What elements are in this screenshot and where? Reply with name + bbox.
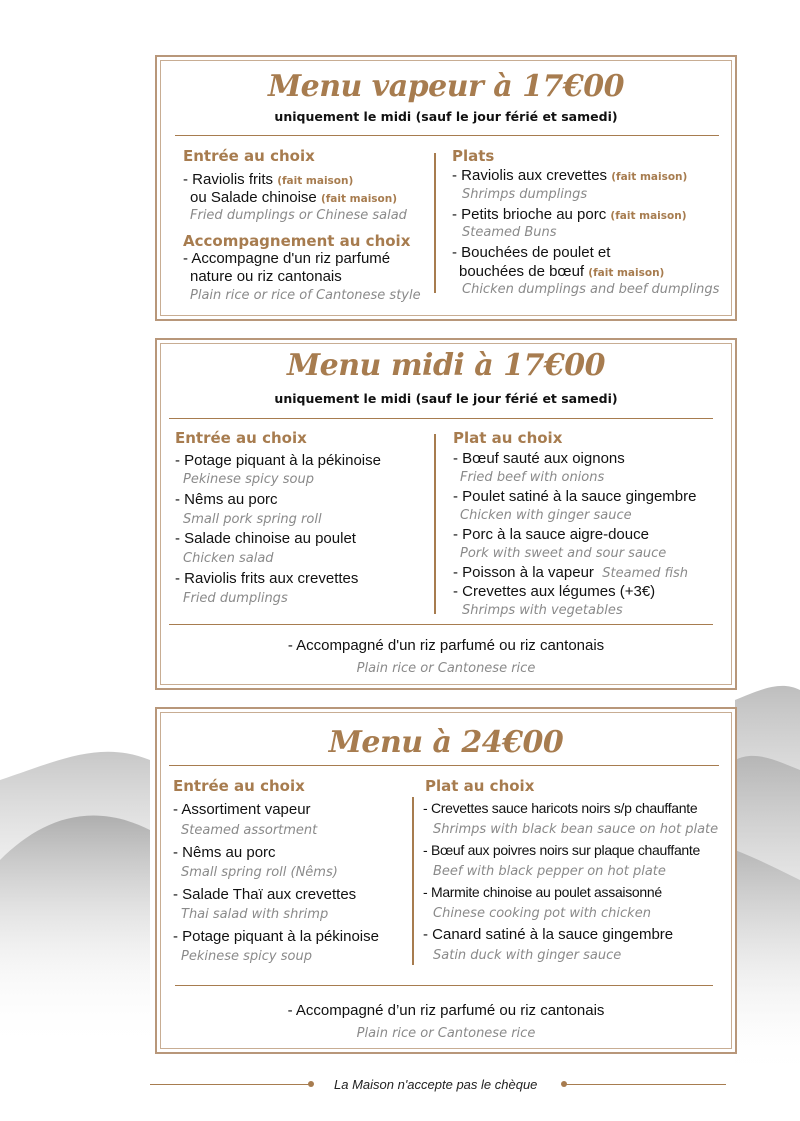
menu-vapeur-subtitle: uniquement le midi (sauf le jour férié et samedi)	[274, 109, 618, 124]
plat-translation: Satin duck with ginger sauce	[433, 948, 622, 963]
plat-translation: Pork with sweet and sour sauce	[460, 546, 667, 561]
accompagnement-heading: Accompagnement au choix	[183, 232, 411, 250]
menu-vapeur-title: Menu vapeur à 17€00	[267, 69, 625, 104]
plat-translation: Steamed fish	[602, 566, 689, 581]
entree-item: - Salade Thaï aux crevettes	[173, 886, 357, 903]
fait-maison-tag: (fait maison)	[588, 267, 665, 279]
plat-translation: Chicken dumplings and beef dumplings	[462, 282, 720, 297]
entree-item: - Assortiment vapeur	[173, 801, 311, 818]
fait-maison-tag: (fait maison)	[610, 210, 687, 222]
plat-item: - Raviolis aux crevettes (fait maison)	[452, 167, 688, 184]
footer-note: La Maison n'accepte pas le chèque	[334, 1077, 538, 1092]
accompagnement-item: nature ou riz cantonais	[190, 268, 342, 285]
rice-translation: Plain rice or Cantonese rice	[356, 1026, 536, 1041]
entree-heading: Entrée au choix	[183, 147, 315, 165]
plat-item: - Porc à la sauce aigre-douce	[453, 526, 649, 543]
fait-maison-tag: (fait maison)	[320, 193, 398, 205]
plat-translation: Beef with black pepper on hot plate	[433, 864, 666, 879]
plat-translation: Chicken with ginger sauce	[460, 508, 632, 523]
entree-translation: Small spring roll (Nêms)	[181, 865, 338, 880]
plat-translation: Fried beef with onions	[460, 470, 605, 485]
menu-24-title: Menu à 24€00	[328, 725, 564, 760]
plat-item: - Poisson à la vapeur Steamed fish	[453, 564, 689, 581]
menu-midi-card	[155, 338, 737, 690]
entree-heading: Entrée au choix	[175, 429, 307, 447]
plat-translation: Shrimps dumplings	[462, 187, 588, 202]
menu-24-divider	[169, 765, 719, 766]
entree-translation: Small pork spring roll	[183, 512, 322, 527]
entree-translation: Fried dumplings	[183, 591, 288, 606]
plat-item: - Bœuf aux poivres noirs sur plaque chauffante	[423, 842, 700, 858]
menu-midi-column-divider	[434, 434, 436, 614]
rice-note: - Accompagné d'un riz parfumé ou riz cantonais	[287, 637, 605, 654]
accompagnement-item: - Accompagne d'un riz parfumé	[183, 250, 391, 267]
menu-vapeur-divider	[175, 135, 719, 136]
menu-24-card	[155, 707, 737, 1054]
footer-line-left	[150, 1084, 310, 1085]
rice-translation: Plain rice or Cantonese rice	[356, 661, 536, 676]
plat-item: - Bœuf sauté aux oignons	[453, 450, 625, 467]
plat-item: - Bouchées de poulet et	[452, 244, 611, 261]
menu-vapeur-column-divider	[434, 153, 436, 293]
footer-line-right	[566, 1084, 726, 1085]
plat-item: - Canard satiné à la sauce gingembre	[423, 926, 674, 943]
menu-24-bottom-divider	[175, 985, 713, 986]
plat-item: - Crevettes sauce haricots noirs s/p chauffante	[423, 800, 698, 816]
menu-midi-subtitle: uniquement le midi (sauf le jour férié et samedi)	[274, 391, 618, 406]
entree-item: - Salade chinoise au poulet	[175, 530, 356, 547]
menu-midi-bottom-divider	[169, 624, 713, 625]
entree-translation: Steamed assortment	[181, 823, 318, 838]
footer-dot-left	[308, 1081, 314, 1087]
plat-heading: Plat au choix	[425, 777, 535, 795]
menu-24-column-divider	[412, 797, 414, 965]
plats-heading: Plats	[452, 147, 495, 165]
plat-item: - Marmite chinoise au poulet assaisonné	[423, 884, 662, 900]
rice-note: - Accompagné d’un riz parfumé ou riz cantonais	[287, 1002, 605, 1019]
menu-vapeur-card	[155, 55, 737, 321]
plat-item: - Poulet satiné à la sauce gingembre	[453, 488, 697, 505]
accompagnement-translation: Plain rice or rice of Cantonese style	[190, 288, 421, 303]
fait-maison-tag: (fait maison)	[611, 171, 688, 183]
menu-midi-divider	[169, 418, 713, 419]
plat-translation: Chinese cooking pot with chicken	[433, 906, 651, 921]
fait-maison-tag: (fait maison)	[277, 175, 354, 187]
entree-item: ou Salade chinoise (fait maison)	[190, 189, 398, 206]
entree-item: - Potage piquant à la pékinoise	[173, 928, 379, 945]
plat-translation: Shrimps with vegetables	[462, 603, 623, 618]
entree-translation: Pekinese spicy soup	[183, 472, 314, 487]
entree-item: - Nêms au porc	[173, 844, 276, 861]
menu-midi-title: Menu midi à 17€00	[286, 348, 606, 383]
plat-item: bouchées de bœuf (fait maison)	[459, 263, 665, 280]
entree-item: - Raviolis frits aux crevettes	[175, 570, 359, 587]
entree-item: - Potage piquant à la pékinoise	[175, 452, 381, 469]
plat-translation: Shrimps with black bean sauce on hot plate	[433, 822, 719, 837]
entree-item: - Nêms au porc	[175, 491, 278, 508]
entree-heading: Entrée au choix	[173, 777, 305, 795]
entree-translation: Chicken salad	[183, 551, 274, 566]
entree-item: - Raviolis frits (fait maison)	[183, 171, 354, 188]
entree-translation: Fried dumplings or Chinese salad	[190, 208, 407, 223]
plat-heading: Plat au choix	[453, 429, 563, 447]
plat-translation: Steamed Buns	[462, 225, 557, 240]
entree-translation: Pekinese spicy soup	[181, 949, 312, 964]
plat-item: - Crevettes aux légumes (+3€)	[453, 583, 656, 600]
entree-translation: Thai salad with shrimp	[181, 907, 329, 922]
plat-item: - Petits brioche au porc (fait maison)	[452, 206, 687, 223]
